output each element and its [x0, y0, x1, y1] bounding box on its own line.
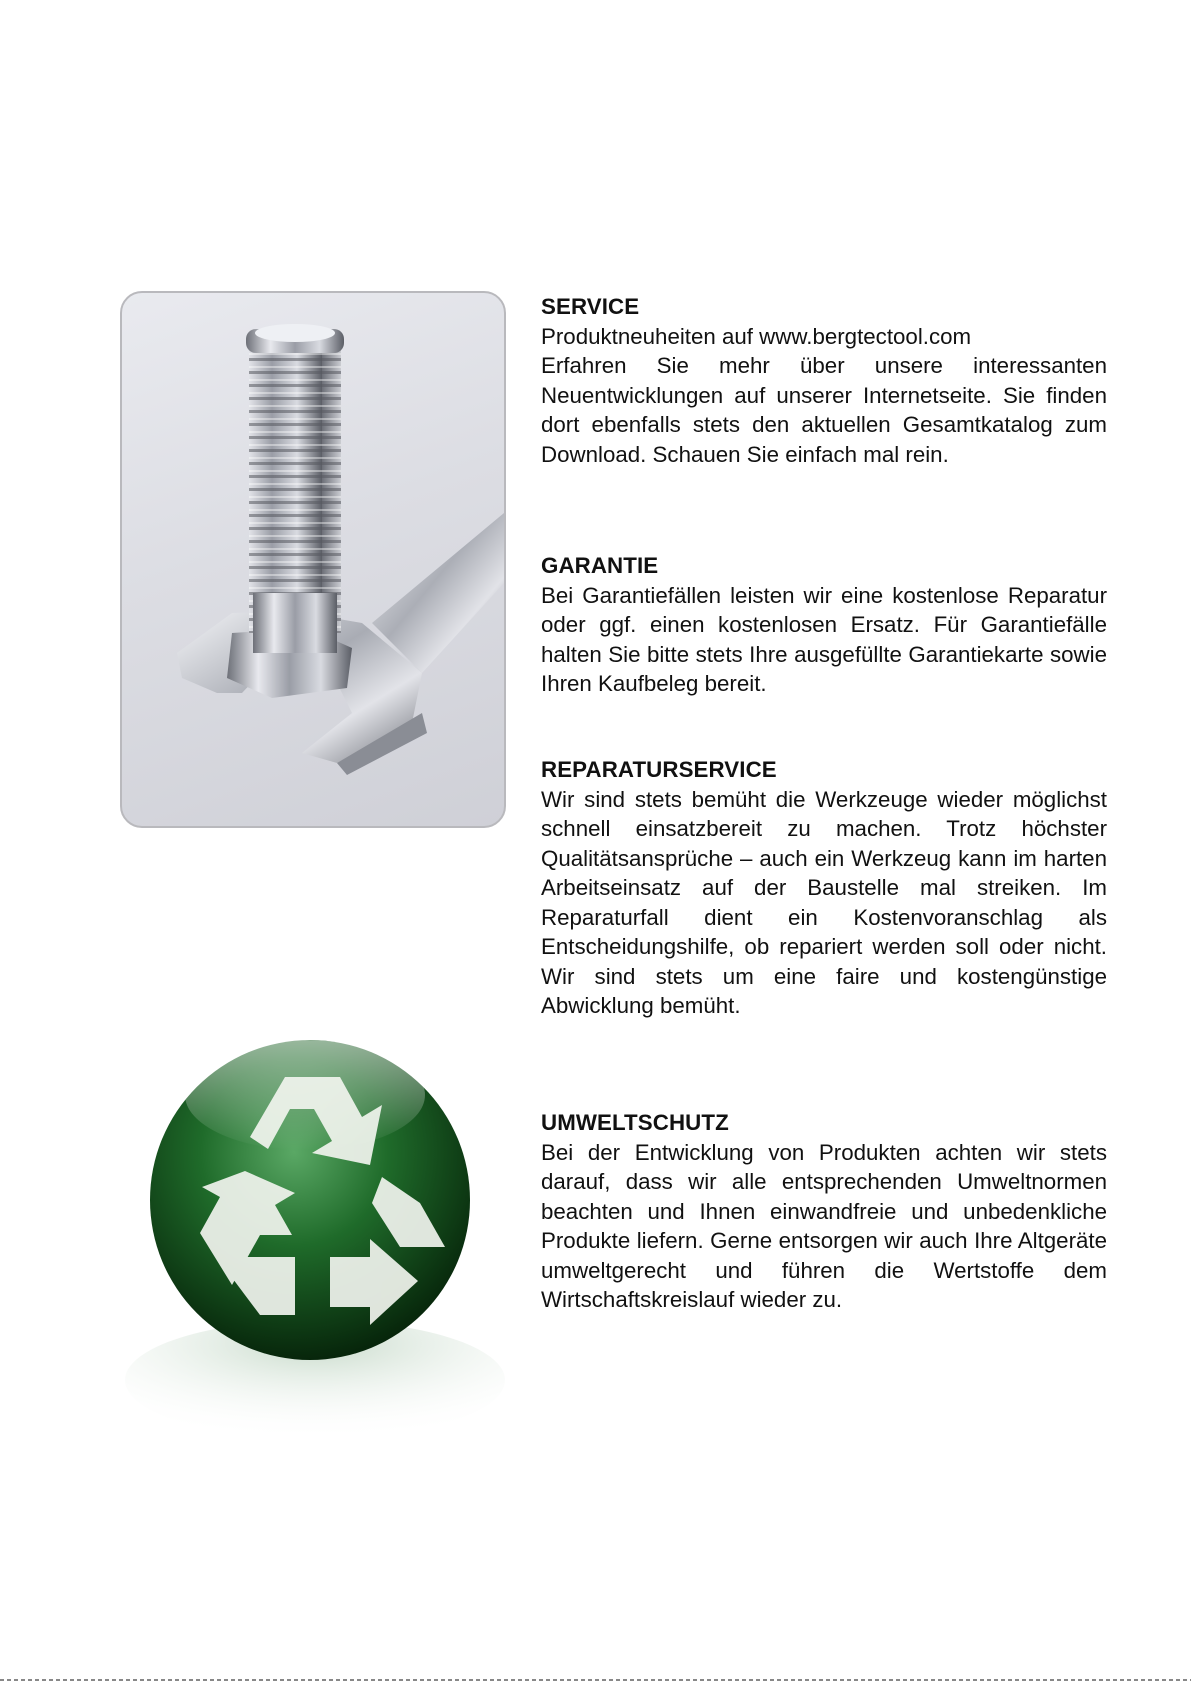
service-body: Erfahren Sie mehr über unsere interessanten Neuentwicklungen auf unserer Internetseite. Sie finden dort ebenfalls stets den aktuellen Gesamtkatalog zum Download. Schauen Sie einfach mal rein. [541, 353, 1107, 467]
garantie-body: Bei Garantiefällen leisten wir eine kostenlose Reparatur oder ggf. einen kostenlosen Ersatz. Für Garantiefälle halten Sie bitte stets Ihre ausgefüllte Garantiekarte sowie Ihren Kaufbeleg bereit. [541, 582, 1107, 696]
footer-dotted-line [0, 1679, 1191, 1681]
section-umweltschutz [541, 1108, 1107, 1315]
umweltschutz-heading: UMWELTSCHUTZ [541, 1110, 729, 1135]
umweltschutz-body: Bei der Entwicklung von Produkten achten wir stets darauf, dass wir alle entsprechenden Umweltnormen beachten und Ihnen einwandfreie und unbedenkliche Produkte liefern. Gerne entsorgen wir auch Ihre Altgeräte umweltgerecht und führen die Wertstoffe dem Wirtschaftskreislauf wieder zu. [541, 1139, 1107, 1312]
recycle-sphere-image [100, 1025, 540, 1445]
section-reparaturservice [541, 755, 1107, 1021]
bolt-wrench-illustration [122, 293, 504, 826]
service-subline: Produktneuheiten auf www.bergtectool.com [541, 323, 972, 349]
garantie-heading: GARANTIE [541, 553, 659, 578]
recycle-icon [100, 1025, 540, 1445]
bolt-wrench-photo [120, 291, 506, 828]
section-garantie [541, 551, 1107, 699]
reparaturservice-heading: REPARATURSERVICE [541, 757, 777, 782]
section-service [541, 292, 1107, 469]
service-heading: SERVICE [541, 294, 640, 319]
reparaturservice-body: Wir sind stets bemüht die Werkzeuge wieder möglichst schnell einsatzbereit zu machen. Trotz höchster Qualitätsansprüche – auch ein Werkzeug kann im harten Arbeitseinsatz auf der Baustelle mal streiken. Im Reparaturfall dient ein Kostenvoranschlag als Entscheidungshilfe, ob repariert werden soll oder nicht. Wir sind stets um eine faire und kostengünstige Abwicklung bemüht. [541, 786, 1107, 1018]
